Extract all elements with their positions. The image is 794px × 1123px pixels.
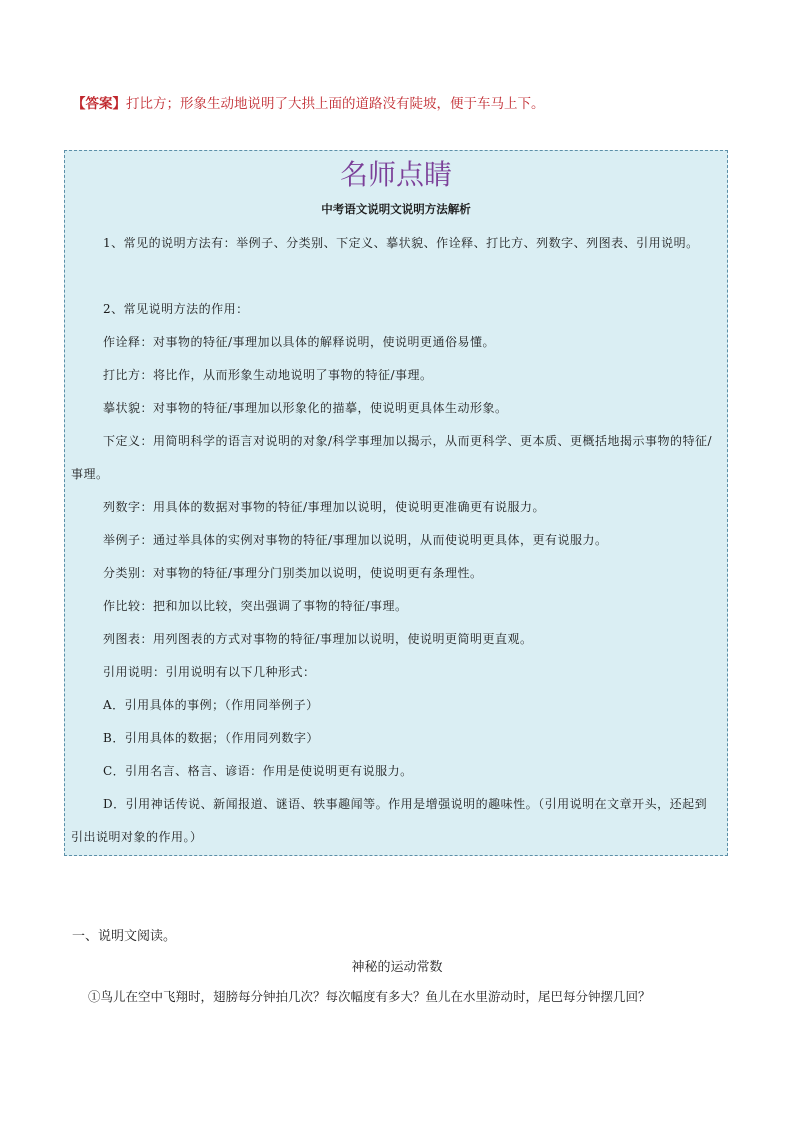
tips-box (64, 150, 728, 856)
tips-box-title: 名师点睛 (339, 158, 452, 191)
tips-paragraph: 举例子：通过举具体的实例对事物的特征/事理加以说明，从而使说明更具体，更有说服力。 (103, 533, 608, 547)
tips-paragraph: 列数字：用具体的数据对事物的特征/事理加以说明，使说明更准确更有说服力。 (103, 500, 546, 514)
tips-paragraph: 1、常见的说明方法有：举例子、分类别、下定义、摹状貌、作诠释、打比方、列数字、列图表、引用说明。 (103, 236, 699, 250)
tips-paragraph: 列图表：用列图表的方式对事物的特征/事理加以说明，使说明更简明更直观。 (103, 632, 533, 646)
article-paragraph: ①鸟儿在空中飞翔时，翅膀每分钟拍几次？每次幅度有多大？鱼儿在水里游动时，尾巴每分钟摆几回？ (88, 989, 651, 1004)
tips-paragraph: 作诠释：对事物的特征/事理加以具体的解释说明，使说明更通俗易懂。 (103, 335, 496, 349)
tips-paragraph: 分类别：对事物的特征/事理分门别类加以说明，使说明更有条理性。 (103, 566, 483, 580)
tips-paragraph: D．引用神话传说、新闻报道、谜语、轶事趣闻等。作用是增强说明的趣味性。（引用说明在文章开头，还起到引出说明对象的作用。） (71, 797, 708, 844)
tips-box-subtitle: 中考语文说明文说明方法解析 (321, 202, 471, 216)
answer-line (72, 94, 545, 114)
tips-paragraph: 引用说明：引用说明有以下几种形式： (103, 665, 316, 679)
tips-paragraph: B．引用具体的数据；（作用同列数字） (103, 731, 319, 745)
tips-paragraph: A．引用具体的事例；（作用同举例子） (103, 698, 319, 712)
answer-text: 打比方；形象生动地说明了大拱上面的道路没有陡坡，便于车马上下。 (126, 96, 545, 112)
section-heading: 一、说明文阅读。 (72, 929, 177, 944)
tips-paragraph: 打比方：将比作，从而形象生动地说明了事物的特征/事理。 (103, 368, 433, 382)
answer-tag: 【答案】 (72, 96, 126, 112)
tips-paragraph: 作比较：把和加以比较，突出强调了事物的特征/事理。 (103, 599, 408, 613)
article-title: 神秘的运动常数 (351, 960, 443, 975)
tips-paragraph: 2、常见说明方法的作用： (103, 302, 249, 316)
tips-paragraph: 下定义：用简明科学的语言对说明的对象/科学事理加以揭示，从而更科学、更本质、更概括地揭示事物的特征/事理。 (71, 434, 713, 481)
tips-paragraph: 摹状貌：对事物的特征/事理加以形象化的描摹，使说明更具体生动形象。 (103, 401, 508, 415)
tips-paragraph: C．引用名言、格言、谚语：作用是使说明更有说服力。 (103, 764, 413, 778)
